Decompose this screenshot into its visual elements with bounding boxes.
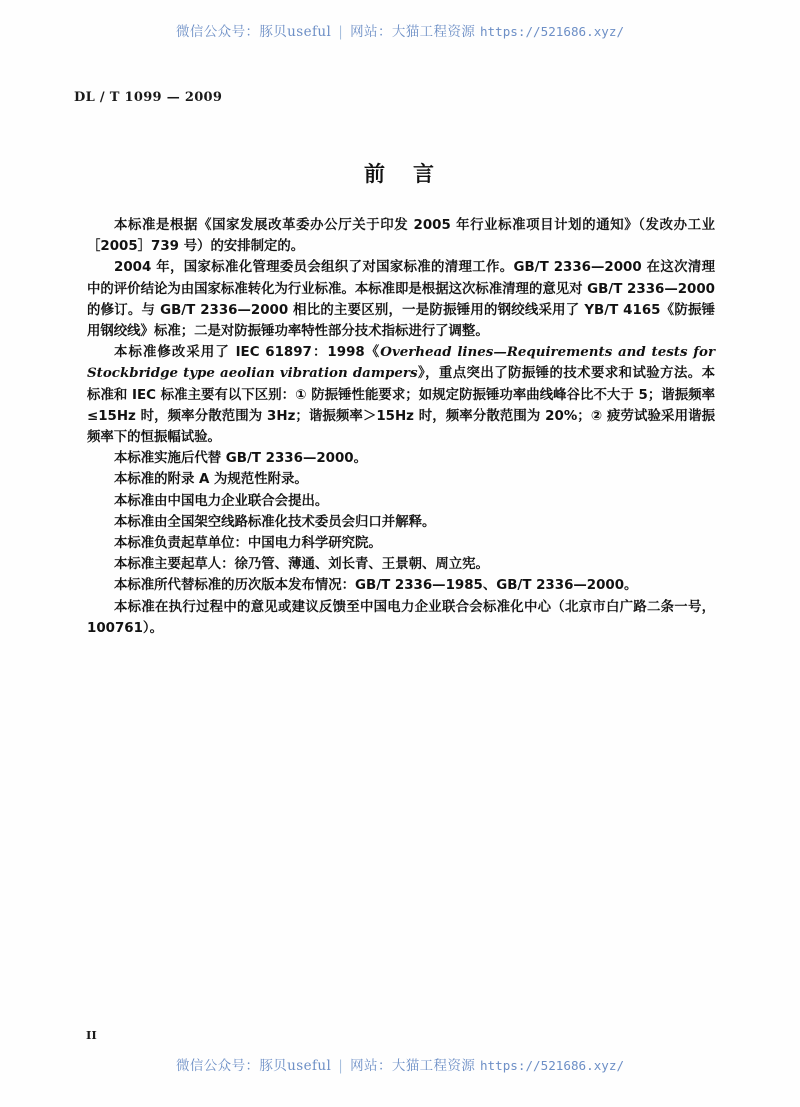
watermark-header	[0, 20, 800, 40]
standard-number: DL / T 1099 — 2009	[74, 90, 223, 105]
title-char-2: 言	[413, 162, 436, 186]
watermark-separator: |	[338, 1058, 344, 1074]
watermark-separator: |	[338, 24, 344, 40]
paragraph-2: 2004 年，国家标准化管理委员会组织了对国家标准的清理工作。GB/T 2336—2000 在这次清理中的评价结论为由国家标准转化为行业标准。本标准即是根据这次标准清理的意见对 GB/T 2336—2000 的修订。与 GB/T 2336—2000 相比的主要区别，一是防振锤用的钢绞线采用了 YB/T 4165《防振锤用钢绞线》标准；二是对防振锤功率特性部分技术指标进行了调整。	[87, 260, 715, 340]
paragraph-3-prefix: 本标准修改采用了 IEC 61897：1998《	[114, 345, 381, 361]
paragraph-3-suffix: 》，重点突出了防振锤的技术要求和试验方法。本标准和 IEC 标准主要有以下区别：① 防振锤性能要求；如规定防振锤功率曲线峰谷比不大于 5；谐振频率≤15Hz 时，频率分散范围为 3Hz；谐振频率＞15Hz 时，频率分散范围为 20%；② 疲劳试验采用谐振频率下的恒振幅试验。	[87, 366, 715, 446]
paragraph-last: 本标准在执行过程中的意见或建议反馈至中国电力企业联合会标准化中心（北京市白广路二条一号，100761）。	[87, 599, 715, 636]
list-item: 本标准由全国架空线路标准化技术委员会归口并解释。	[114, 514, 436, 530]
watermark-url: https://521686.xyz/	[479, 24, 625, 39]
title-char-1: 前	[364, 162, 387, 186]
list-item: 本标准主要起草人：徐乃管、薄通、刘长青、王景朝、周立宪。	[114, 557, 489, 573]
paragraph-3	[87, 342, 715, 448]
paragraph-1: 本标准是根据《国家发展改革委办公厅关于印发 2005 年行业标准项目计划的通知》（发改办工业［2005］739 号）的安排制定的。	[87, 218, 715, 255]
foreword-body	[87, 215, 715, 639]
page-title	[0, 158, 800, 188]
list-item: 本标准实施后代替 GB/T 2336—2000。	[114, 451, 367, 467]
watermark-url: https://521686.xyz/	[479, 1058, 625, 1073]
iec-standard-english-title: Overhead lines—Requirements and tests for Stockbridge type aeolian vibration dampers	[87, 344, 715, 382]
watermark-wechat-label: 微信公众号：豚贝useful	[175, 1058, 332, 1074]
watermark-site-label: 网站：大猫工程资源	[350, 24, 476, 40]
list-item: 本标准由中国电力企业联合会提出。	[114, 493, 329, 509]
list-item: 本标准所代替标准的历次版本发布情况：GB/T 2336—1985、GB/T 2336—2000。	[114, 578, 638, 594]
list-item: 本标准的附录 A 为规范性附录。	[114, 472, 308, 488]
list-item: 本标准负责起草单位：中国电力科学研究院。	[114, 536, 382, 552]
page-number: II	[86, 1028, 97, 1042]
watermark-wechat-label: 微信公众号：豚贝useful	[175, 24, 332, 40]
watermark-site-label: 网站：大猫工程资源	[350, 1058, 476, 1074]
watermark-footer	[0, 1054, 800, 1074]
